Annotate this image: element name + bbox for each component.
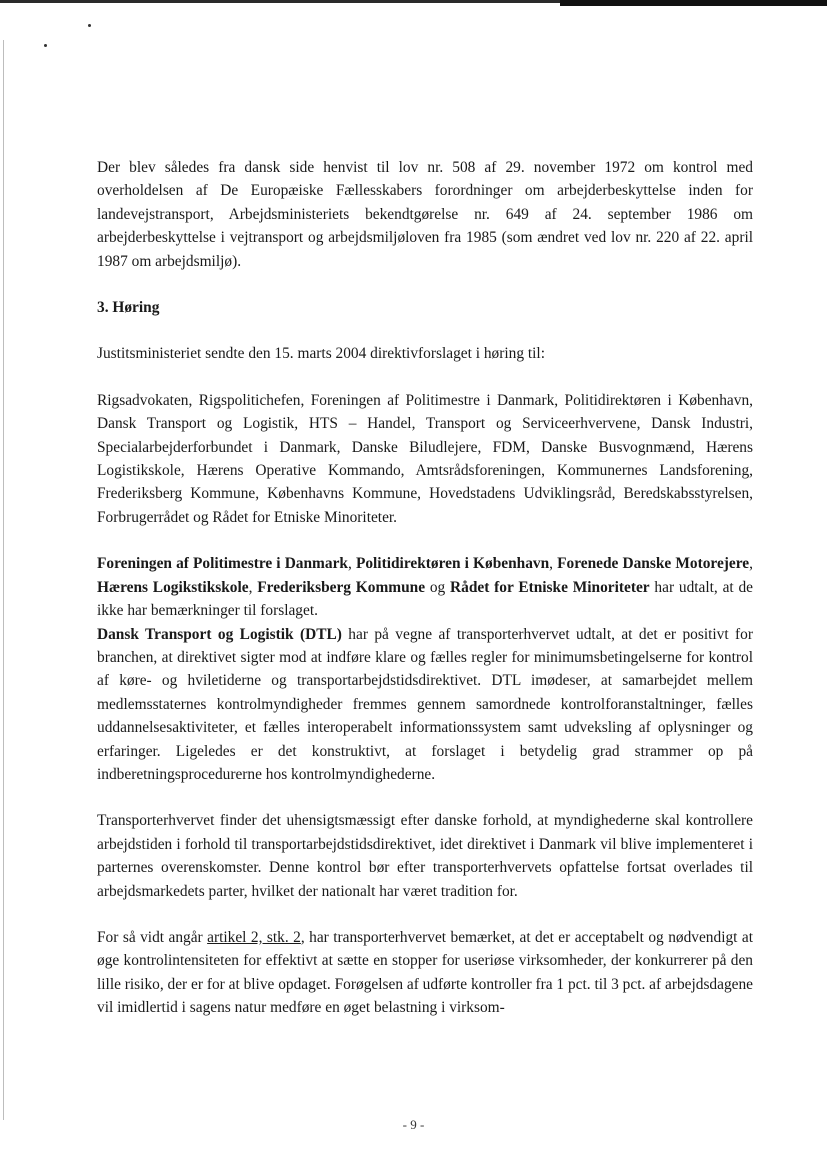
paragraph-consultation-list: Rigsadvokaten, Rigspolitichefen, Foreningen af Politimestre i Danmark, Politidirektøren i København, Dansk Transport og Logistik, HTS – Handel, Transport og Serviceerhvervene, Dansk Industri, Specialarbejderforbundet i Danmark, Danske Biludlejere, FDM, Danske Busvognmænd, Hærens Logistikskole, Hærens Operative Kommando, Amtsrådsforeningen, Kommunernes Landsforening, Frederiksberg Kommune, Københavns Kommune, Hovedstadens Udviklingsråd, Beredskabsstyrelsen, Forbrugerrådet og Rådet for Etniske Minoriteter. xyxy=(97,391,753,526)
paragraph-text: har på vegne af transporterhvervet udtalt, at det er positivt for branchen, at direktivet sigter mod at indføre klare og fælles regler for minimumsbetingelserne for kontrol af køre- og hviletiderne og transportarbejdstidsdirektivet. DTL imødeser, at samarbejdet mellem medlemsstaternes kontrolmyndigheder fremmes gennem samordnede kontrolforanstaltninger, fælles uddannelsesaktiviteter, et fælles interoperabelt informationssystem samt udveksling af oplysninger og erfaringer. Ligeledes er det konstruktivt, at forslaget i betydelig grad strammer op på indberetningsprocedurerne hos kontrolmyndighederne. xyxy=(97,625,753,783)
scan-speck xyxy=(88,24,91,27)
org-name: Hærens Logikstikskole xyxy=(97,578,249,596)
paragraph-no-remarks xyxy=(97,552,753,622)
scan-top-border-dark xyxy=(560,0,827,6)
paragraph-law-references: Der blev således fra dansk side henvist til lov nr. 508 af 29. november 1972 om kontrol med overholdelsen af De Europæiske Fællesskabers forordninger om arbejderbeskyttelse inden for landevejstransport, Arbejdsministeriets bekendtgørelse nr. 649 af 24. september 1986 om arbejderbeskyttelse i vejtransport og arbejdsmiljøloven fra 1985 (som ændret ved lov nr. 220 af 22. april 1987 om arbejdsmiljø). xyxy=(97,159,753,270)
org-name: Forenede Danske Motorejere xyxy=(557,555,750,573)
paragraph-transport-view: Transporterhvervet finder det uhensigtsmæssigt efter danske forhold, at myndighederne skal kontrollere arbejdstiden i forhold til transportarbejdstidsdirektivet, idet direktivet i Danmark vil blive implementeret i parternes overenskomster. Denne kontrol bør efter transporterhvervets opfattelse fortsat overlades til arbejdsmarkedets parter, hvilket der nationalt har været tradition for. xyxy=(97,812,753,900)
paragraph-text: For så vidt angår xyxy=(97,928,208,946)
separator: , xyxy=(749,555,753,573)
separator: , xyxy=(347,555,356,573)
paragraph-article-2 xyxy=(97,926,753,1020)
page-number: - 9 - xyxy=(402,1117,425,1132)
paragraph-consultation-intro: Justitsministeriet sendte den 15. marts 2004 direktivforslaget i høring til: xyxy=(97,345,545,363)
org-name: Foreningen af Politimestre i Danmark xyxy=(97,555,348,573)
scan-speck xyxy=(44,44,47,47)
paragraph-dtl-response xyxy=(97,623,753,787)
org-name: Frederiksberg Kommune xyxy=(257,578,426,596)
separator: , xyxy=(549,555,558,573)
paragraph-text: , har transporterhvervet bemærket, at det er acceptabelt og nødvendigt at øge kontrolintensiteten for effektivt at sætte en stopper for useriøse virksomheder, der konkurrerer på den lille risiko, der er for at blive opdaget. Forøgelsen af udførte kontroller fra 1 pct. til 3 pct. af arbejdsdagene vil imidlertid i sagens natur medføre en øget belastning i virksom- xyxy=(97,928,754,1017)
paragraph-text: har udtalt, at de ikke har bemærkninger til forslaget. xyxy=(97,578,753,620)
section-heading: 3. Høring xyxy=(97,299,160,317)
document-body xyxy=(97,156,753,1020)
org-name: Rådet for Etniske Minoriteter xyxy=(450,578,650,596)
separator: , xyxy=(248,578,258,596)
separator: og xyxy=(425,578,451,596)
scan-left-edge xyxy=(3,40,4,1120)
org-name: Dansk Transport og Logistik (DTL) xyxy=(97,625,342,643)
org-name: Politidirektøren i København xyxy=(355,555,550,573)
article-reference-link[interactable]: artikel 2, stk. 2 xyxy=(207,928,301,946)
